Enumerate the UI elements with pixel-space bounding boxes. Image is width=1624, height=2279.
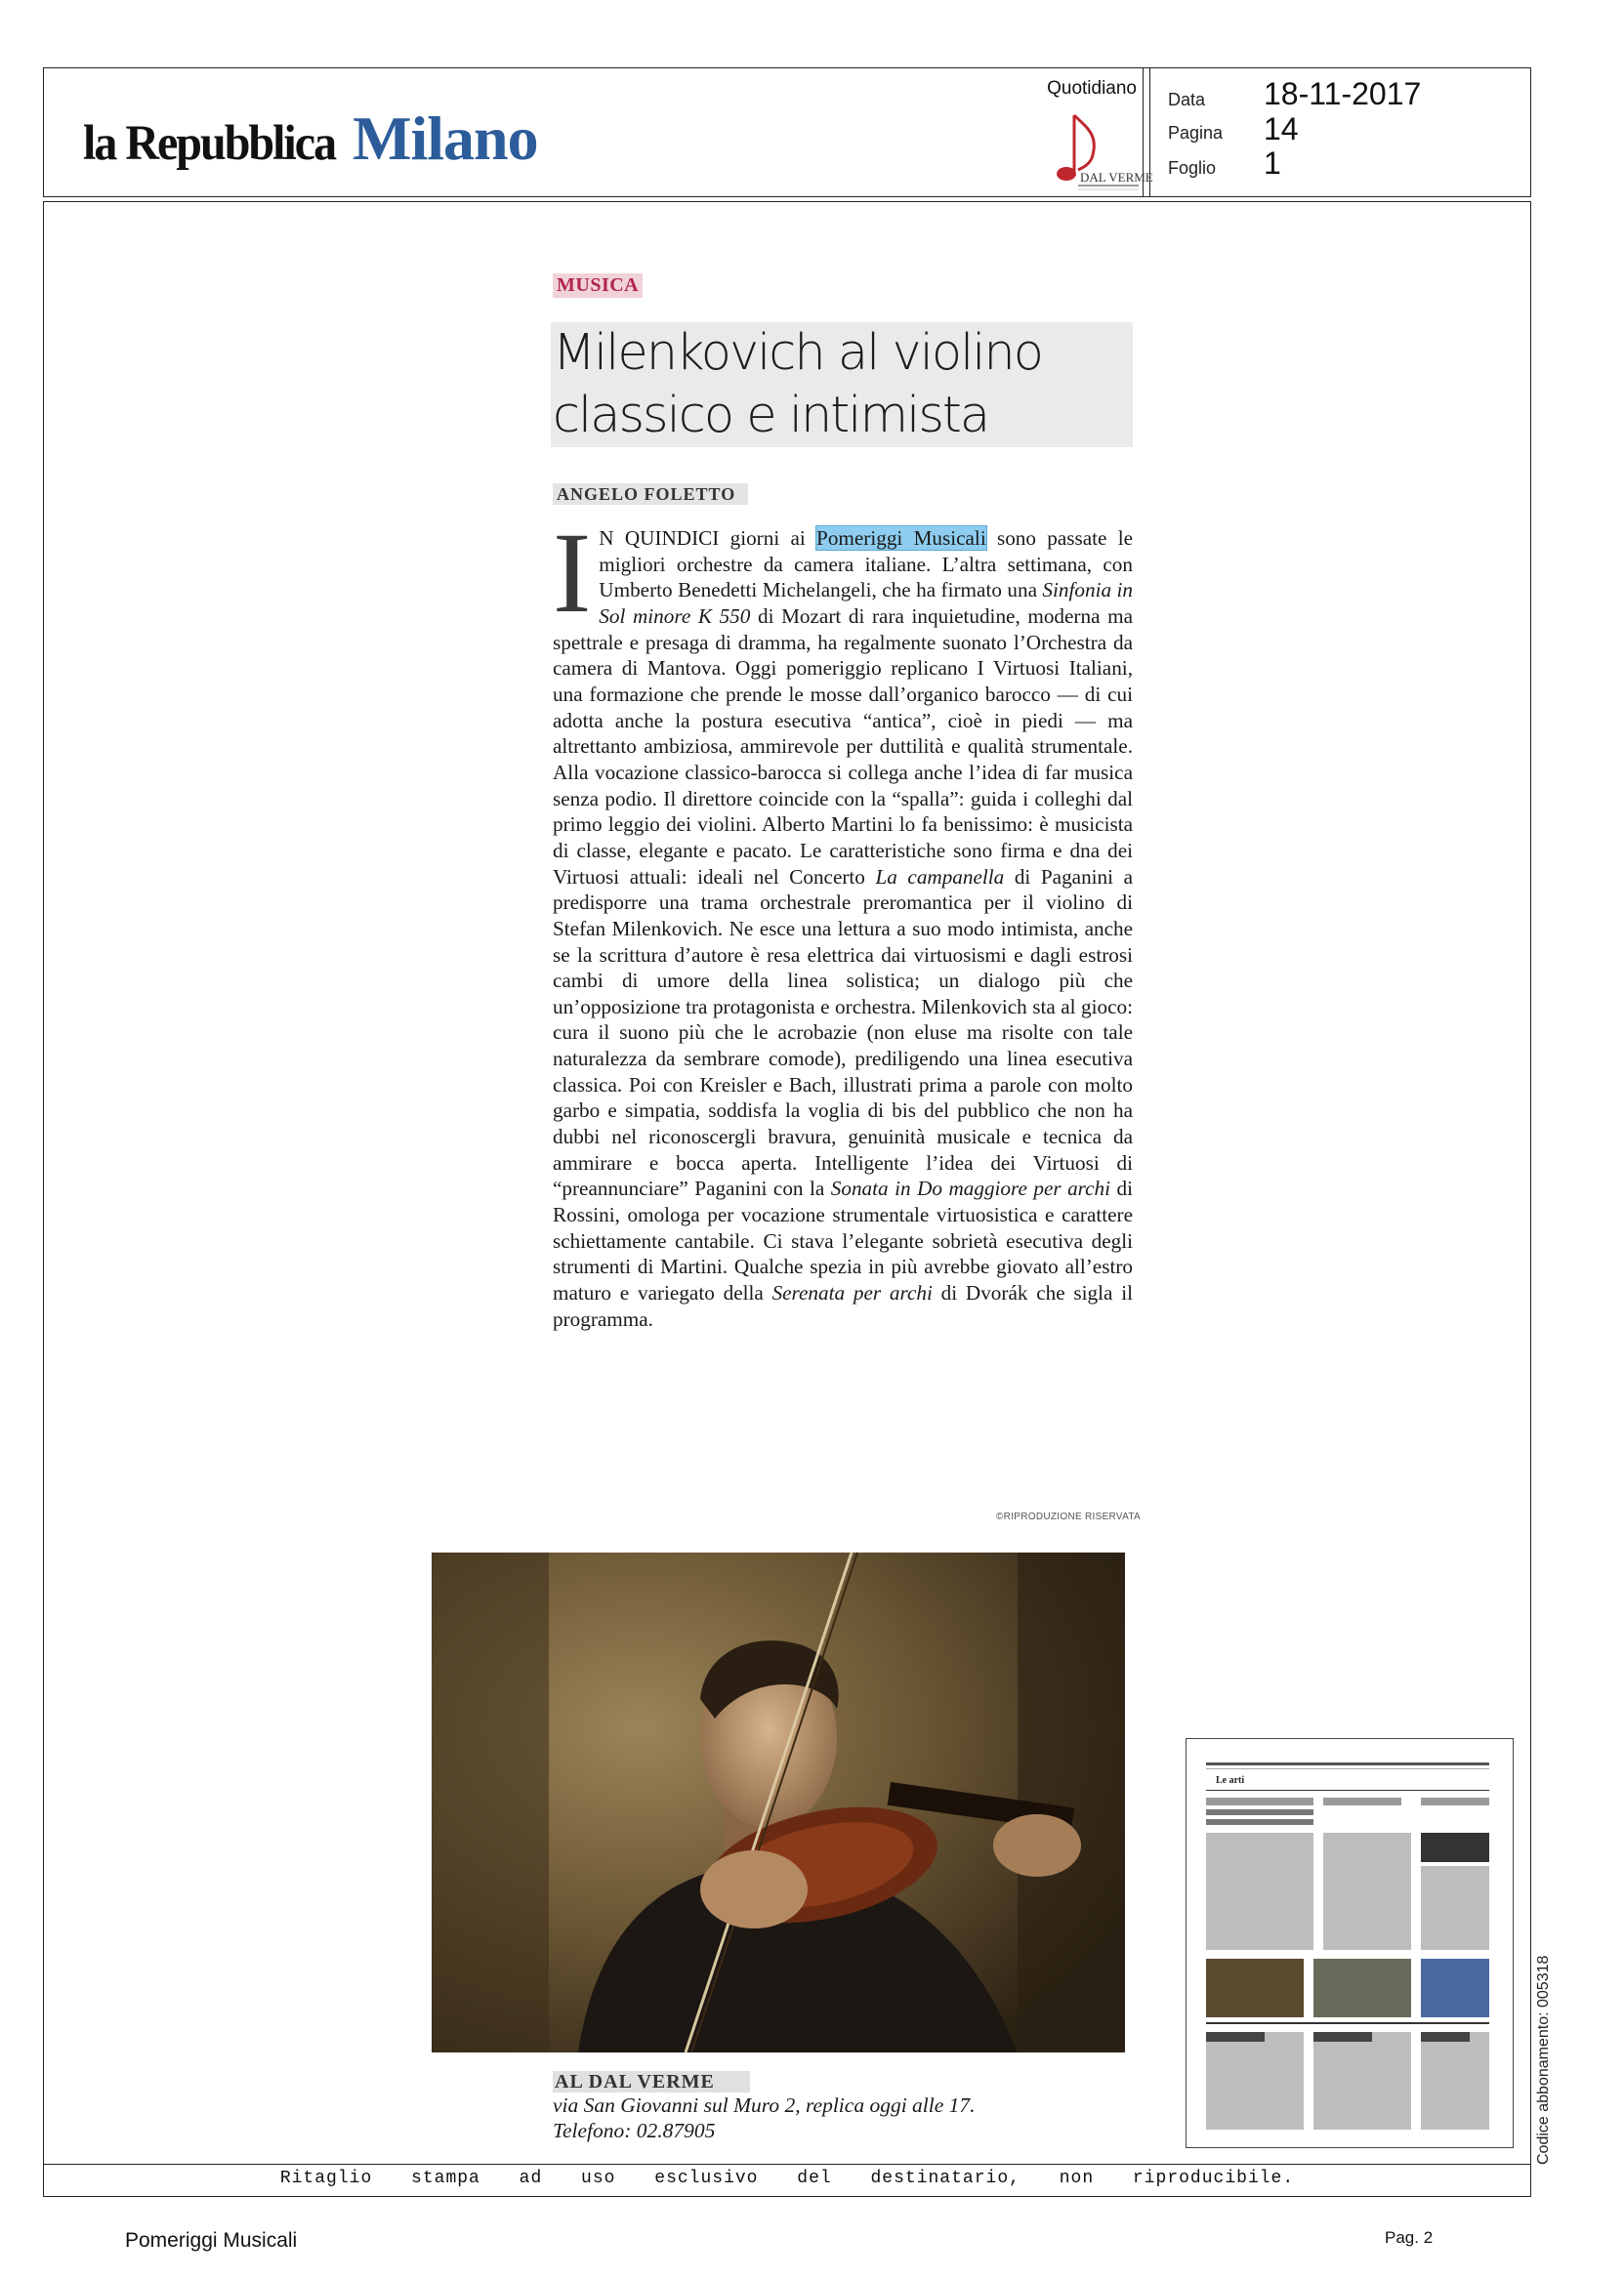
subscription-code: Codice abbonamento: 005318 xyxy=(1535,1955,1552,2165)
newspaper-header xyxy=(43,67,1531,197)
article-byline: ANGELO FOLETTO xyxy=(553,483,748,505)
work-title-2: La campanella xyxy=(875,864,1005,889)
body-text-c: di Mozart di rara inquietudine, moderna ma spettrale e presaga di dramma, ha regalmente suonato l’Orchestra da camera di Mantova. Oggi pomeriggio replicano I Virtuosi Italiani, una formazione che prende le mosse dall’organico barocco — di cui adotta anche la postura esecutiva “antica”, cioè in piedi — ma altrettanto ambiziosa, ammirevole per duttilità e qualità strumentale. Alla vocazione classico-barocca si collega anche l’idea di far musica senza podio. Il direttore coincide con la “spalla”: guida i colleghi dal primo leggio dei violini. Alberto Martini lo fa benissimo: è musicista di classe, elegante e pacato. Le caratteristiche sono firma e dna dei Virtuosi attuali: ideali nel Concerto xyxy=(553,603,1133,889)
quotidiano-label: Quotidiano xyxy=(1047,78,1137,99)
work-title-3: Sonata in Do maggiore per archi xyxy=(830,1177,1111,1201)
meta-value: 1 xyxy=(1264,145,1281,181)
meta-key: Foglio xyxy=(1168,158,1217,178)
caption-phone: Telefono: 02.87905 xyxy=(553,2119,716,2142)
body-text-a: giorni ai xyxy=(719,526,817,550)
highlighted-term: Pomeriggi Musicali xyxy=(816,526,986,550)
page-thumbnail xyxy=(1186,1738,1514,2148)
meta-key: Pagina xyxy=(1168,123,1224,143)
caption-title: AL DAL VERME xyxy=(553,2071,750,2093)
violinist-illustration xyxy=(432,1553,1125,2052)
meta-value: 18-11-2017 xyxy=(1264,76,1422,111)
article-body xyxy=(553,509,1133,1332)
thumbnail-section-title: Le arti xyxy=(1216,1775,1245,1786)
violinist-photo xyxy=(432,1553,1125,2052)
meta-value: 14 xyxy=(1264,111,1299,146)
caption-address: via San Giovanni sul Muro 2, replica oggi alle 17. xyxy=(553,2093,976,2117)
masthead-name: la Repubblica xyxy=(83,115,336,171)
drop-cap: I xyxy=(553,509,592,637)
page-number: Pag. 2 xyxy=(1385,2228,1434,2247)
work-title-4: Serenata per archi xyxy=(771,1281,933,1305)
body-text-f: di Dvorák che sigla il programma. xyxy=(553,1281,1133,1331)
body-text-b: sono passate le migliori orchestre da camera italiane. L’altra settimana, con Umberto Benedetti Michelangeli, che ha firmato una xyxy=(599,526,1133,602)
page-thumbnail-layout xyxy=(1187,1739,1512,2146)
masthead xyxy=(83,92,538,173)
masthead-edition: Milano xyxy=(353,104,538,173)
copyright-note: ©RIPRODUZIONE RISERVATA xyxy=(996,1512,1141,1522)
work-title-1: Sinfonia in Sol minore K 550 xyxy=(599,578,1133,628)
body-text-d: di Paganini a predisporre una trama orchestrale preromantica per il violino di Stefan Milenkovich. Ne esce una lettura a suo modo intimista, anche se la scrittura d’autore è resa elettrica dai virtuosismi e dagli estrosi cambi di umore della linea solistica; un dialogo più che un’opposizione tra protagonista e orchestra. Milenkovich sta al gioco: cura il suono più che le acrobazie (non eluse ma risolte con tale naturalezza da sembrare comode), prediligendo una linea esecutiva classica. Poi con Kreisler e Bach, illustrati prima a parole con molto garbo e simpatia, soddisfa la voglia di bis del pubblico che non ha dubbi nel riconoscergli bravura, genuinità musicale e tecnica da ammirare e bocca aperta. Intelligente l’idea dei Virtuosi di “preannunciare” Paganini con la xyxy=(553,864,1133,1201)
body-text-e: di Rossini, omologa per vocazione strumentale virtuosistica e carattere schiettamente cantabile. Ci stava l’elegante sobrietà esecutiva degli strumenti di Martini. Qualche spezia in più avrebbe giovato all’estro maturo e variegato della xyxy=(553,1177,1133,1305)
dal-verme-logo-icon xyxy=(1035,105,1153,193)
footer-source: Pomeriggi Musicali xyxy=(125,2229,298,2252)
meta-column xyxy=(1149,68,1531,196)
section-tag: MUSICA xyxy=(553,273,643,298)
quotidiano-column xyxy=(986,68,1153,196)
meta-key: Data xyxy=(1168,90,1206,109)
article-headline: Milenkovich al violino classico e intimista xyxy=(551,322,1133,447)
svg-text:DAL VERME: DAL VERME xyxy=(1080,170,1153,185)
clipping-disclaimer: Ritaglio stampa ad uso esclusivo del destinatario, non riproducibile. xyxy=(43,2164,1531,2193)
lead-smallcaps: N QUINDICI xyxy=(599,526,720,550)
